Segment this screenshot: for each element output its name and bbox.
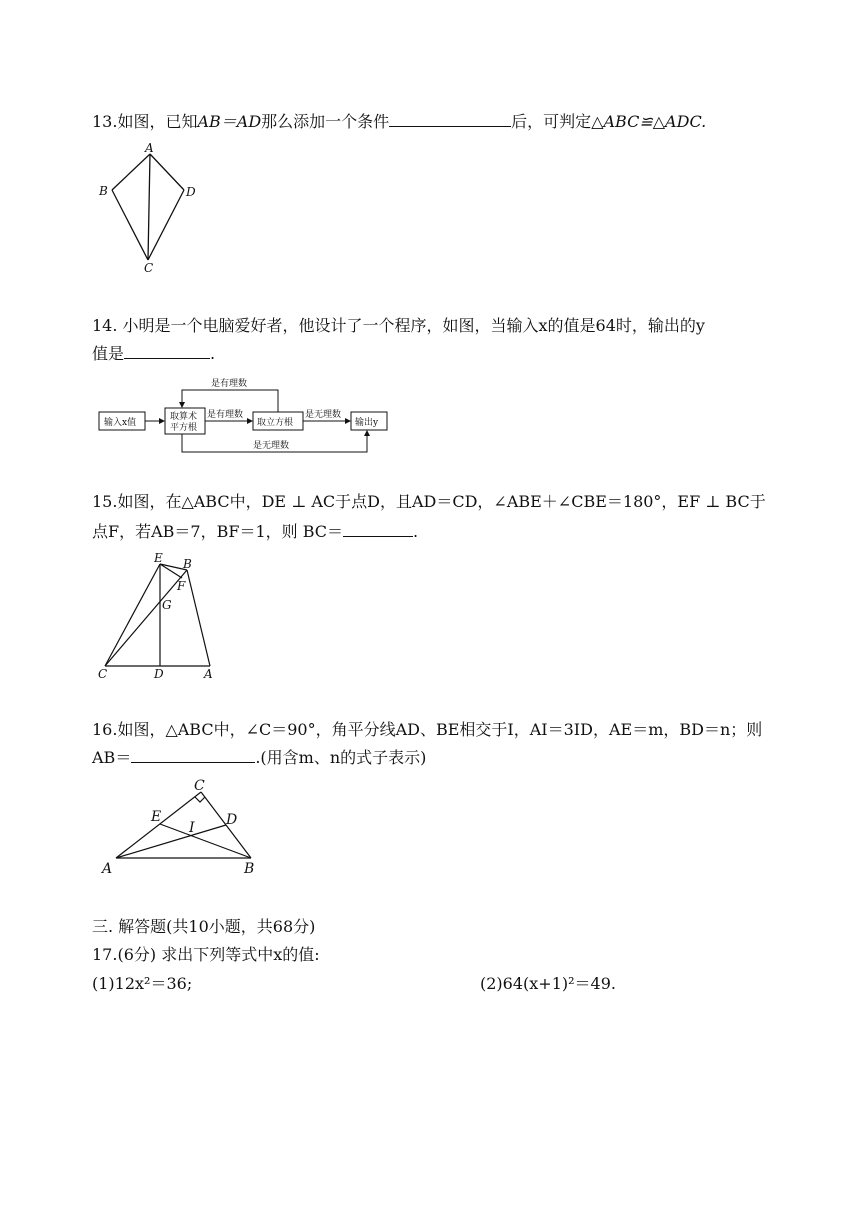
section3-heading: 三. 解答题(共10小题，共68分) xyxy=(92,917,316,936)
q13-mid: 那么添加一个条件 xyxy=(261,112,390,131)
q13-prefix: 13.如图，已知 xyxy=(92,112,198,131)
q13-conclusion: △ABC≌△ADC. xyxy=(591,112,707,131)
q13-segment-AB xyxy=(112,154,150,190)
q17-part2: (2)64(x+1)²＝49. xyxy=(480,974,616,993)
q13-text xyxy=(92,112,706,132)
q13-answer-blank[interactable] xyxy=(389,112,511,127)
q16-prefix: AB＝ xyxy=(92,748,132,767)
q15-label-G: G xyxy=(162,598,172,612)
q13-figure xyxy=(88,140,218,280)
q13-suffix: 后，可判定 xyxy=(511,112,592,131)
q15-label-B: B xyxy=(183,557,192,571)
q14-prefix: 值是 xyxy=(92,344,125,363)
q16-label-D: D xyxy=(226,812,238,828)
q14-sqrt-top: 取算术 xyxy=(170,412,198,422)
q14-label-rational-mid: 是有理数 xyxy=(207,410,244,420)
q13-label-D: D xyxy=(186,185,196,199)
q15-label-E: E xyxy=(154,551,163,565)
q15-prefix: 点F，若AB＝7，BF＝1，则 BC＝ xyxy=(92,522,344,541)
q15-suffix: . xyxy=(413,522,419,541)
q16-answer-blank[interactable] xyxy=(131,748,255,763)
q13-condition: AB＝AD xyxy=(197,112,262,131)
q16-figure xyxy=(96,776,276,881)
q13-segment-DC xyxy=(148,190,184,260)
q14-output-text: 输出y xyxy=(355,418,379,428)
q15-label-D: D xyxy=(154,667,164,681)
q15-label-F: F xyxy=(177,579,186,593)
q16-line1: 16.如图，△ABC中，∠C＝90°，角平分线AD、BE相交于I，AI＝3ID，AE＝m，BD＝n；则 xyxy=(92,720,763,739)
q14-line1: 14. 小明是一个电脑爱好者，他设计了一个程序，如图，当输入x的值是64时，输出的y xyxy=(92,316,705,335)
q14-line2 xyxy=(92,344,215,364)
q13-label-C: C xyxy=(144,261,154,275)
q15-answer-blank[interactable] xyxy=(343,522,413,537)
q13-segment-AC xyxy=(148,154,150,260)
q14-sqrt-bottom: 平方根 xyxy=(170,423,198,433)
q14-flowchart xyxy=(95,372,395,462)
q16-suffix: .(用含m、n的式子表示) xyxy=(255,748,427,767)
q16-line2 xyxy=(92,748,426,768)
q14-suffix: . xyxy=(210,344,216,363)
q17-part1: (1)12x²＝36; xyxy=(92,974,193,993)
q14-answer-blank[interactable] xyxy=(124,344,210,359)
q17-title: 17.(6分) 求出下列等式中x的值: xyxy=(92,945,320,964)
q15-label-A: A xyxy=(204,667,213,681)
q13-segment-AD xyxy=(150,154,184,190)
q16-label-I: I xyxy=(189,820,195,836)
q14-label-irrational-mid: 是无理数 xyxy=(305,410,342,420)
q16-label-E: E xyxy=(151,809,162,825)
q15-line2 xyxy=(92,522,418,542)
q15-figure xyxy=(92,548,232,683)
q14-label-irrational-bottom: 是无理数 xyxy=(253,441,290,451)
q14-input-text: 输入x值 xyxy=(104,418,137,428)
q14-cuberoot-text: 取立方根 xyxy=(257,418,294,428)
q15-label-C: C xyxy=(98,667,108,681)
q16-label-B: B xyxy=(244,861,255,877)
q15-line1: 15.如图，在△ABC中，DE ⊥ AC于点D，且AD＝CD，∠ABE＋∠CBE＝180°，EF ⊥ BC于 xyxy=(92,492,766,511)
q16-label-A: A xyxy=(102,861,113,877)
q14-label-rational-top: 是有理数 xyxy=(211,379,248,389)
q13-label-A: A xyxy=(145,141,154,155)
q16-label-C: C xyxy=(194,778,205,794)
q13-label-B: B xyxy=(99,184,108,198)
q13-segment-BC xyxy=(112,190,148,260)
